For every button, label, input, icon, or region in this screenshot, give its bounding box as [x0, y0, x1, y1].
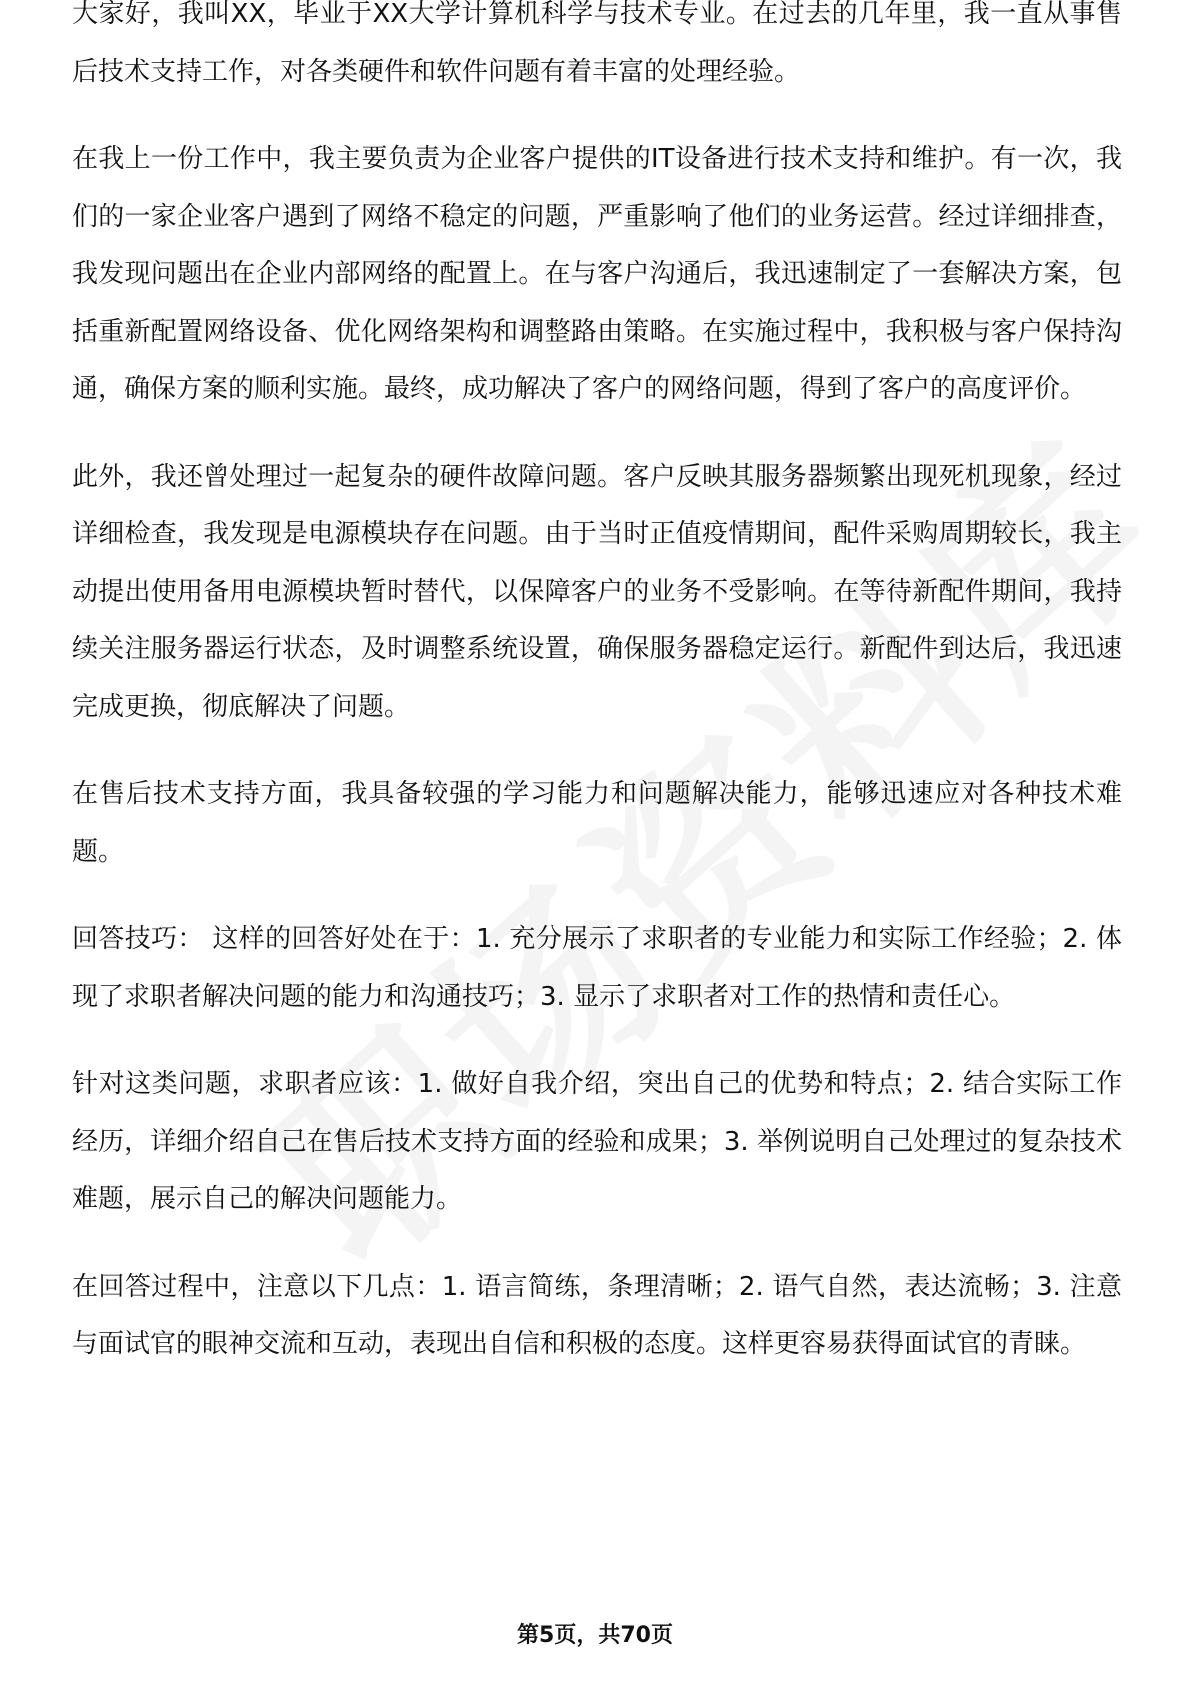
paragraph-skills: 在售后技术支持方面，我具备较强的学习能力和问题解决能力，能够迅速应对各种技术难题。 [72, 779, 1122, 867]
paragraph-notes: 在回答过程中，注意以下几点：1. 语言简练，条理清晰；2. 语气自然，表达流畅；3. 注意与面试官的眼神交流和互动，表现出自信和积极的态度。这样更容易获得面试官的青睐。 [72, 1271, 1122, 1359]
paragraph-advice: 针对这类问题，求职者应该：1. 做好自我介绍，突出自己的优势和特点；2. 结合实际工作经历，详细介绍自己在售后技术支持方面的经验和成果；3. 举例说明自己处理过的复杂技术难题，展示自己的解决问题能力。 [72, 1069, 1122, 1214]
paragraph-network-case: 在我上一份工作中，我主要负责为企业客户提供的IT设备进行技术支持和维护。有一次，我们的一家企业客户遇到了网络不稳定的问题，严重影响了他们的业务运营。经过详细排查，我发现问题出在企业内部网络的配置上。在与客户沟通后，我迅速制定了一套解决方案，包括重新配置网络设备、优化网络架构和调整路由策略。在实施过程中，我积极与客户保持沟通，确保方案的顺利实施。最终，成功解决了客户的网络问题，得到了客户的高度评价。 [72, 144, 1122, 404]
paragraph-hardware-case: 此外，我还曾处理过一起复杂的硬件故障问题。客户反映其服务器频繁出现死机现象，经过详细检查，我发现是电源模块存在问题。由于当时正值疫情期间，配件采购周期较长，我主动提出使用备用电源模块暂时替代，以保障客户的业务不受影响。在等待新配件期间，我持续关注服务器运行状态，及时调整系统设置，确保服务器稳定运行。新配件到达后，我迅速完成更换，彻底解决了问题。 [72, 461, 1122, 722]
page-number: 第5页，共70页 [517, 1623, 673, 1648]
document-body [72, 0, 1122, 1404]
paragraph-intro: 大家好，我叫XX，毕业于XX大学计算机科学与技术专业。在过去的几年里，我一直从事售后技术支持工作，对各类硬件和软件问题有着丰富的处理经验。 [72, 0, 1122, 87]
paragraph-answer-tips: 回答技巧： 这样的回答好处在于：1. 充分展示了求职者的专业能力和实际工作经验；2. 体现了求职者解决问题的能力和沟通技巧；3. 显示了求职者对工作的热情和责任心。 [72, 924, 1122, 1012]
